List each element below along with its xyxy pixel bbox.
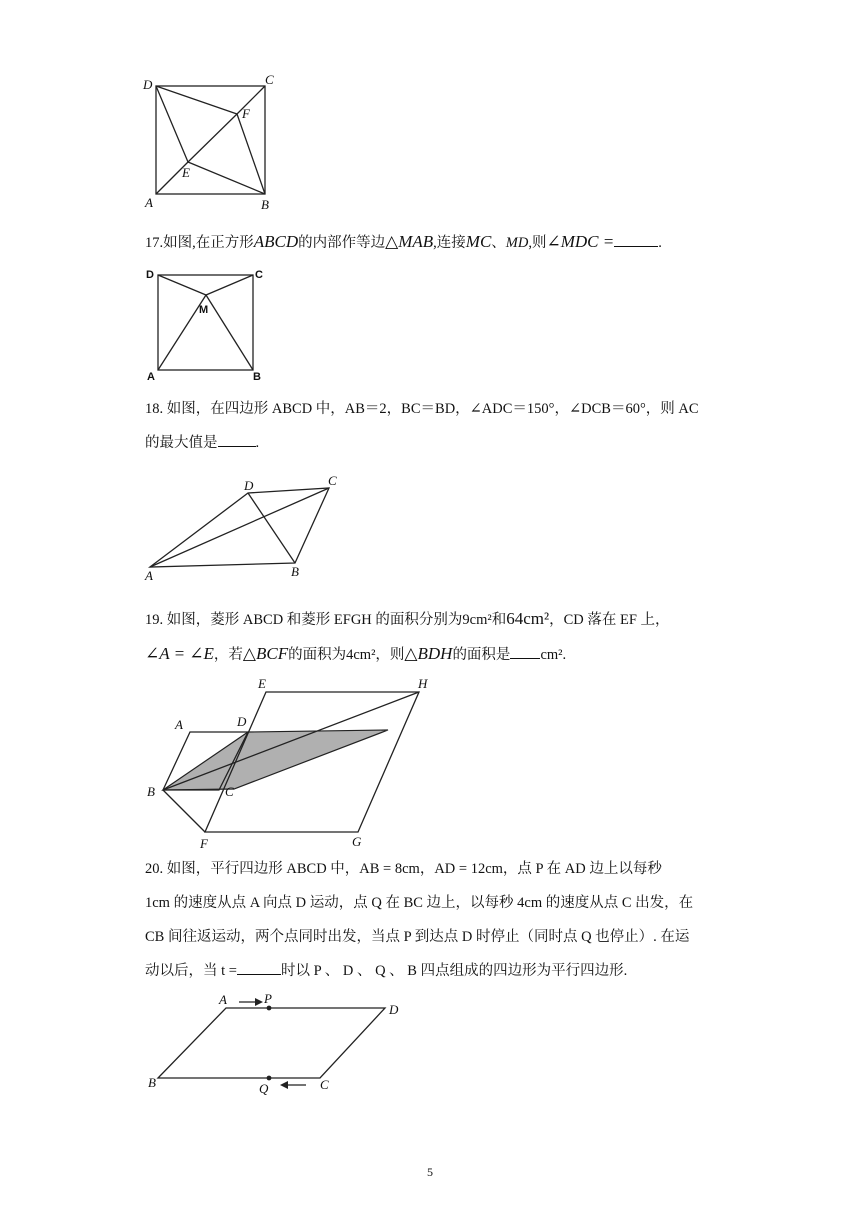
label-A: A <box>175 717 183 732</box>
label-B: B <box>261 197 269 212</box>
answer-blank[interactable] <box>237 960 281 975</box>
label-A: A <box>145 568 153 583</box>
label-D: D <box>389 1002 399 1017</box>
answer-blank[interactable] <box>510 644 540 659</box>
label-D: D <box>143 77 153 92</box>
figure-square-mab <box>140 262 270 387</box>
square-outline <box>158 275 253 370</box>
label-C: C <box>265 72 274 87</box>
point-Q <box>267 1076 272 1081</box>
problem-18: 18. 如图，在四边形 ABCD 中，AB＝2，BC＝BD，∠ADC＝150°，∠DCB＝60°，则 AC 的最大值是 . <box>145 401 699 451</box>
label-G: G <box>352 834 362 849</box>
figure-square-defe <box>140 70 280 215</box>
figure-rhombuses <box>140 672 440 852</box>
label-M: M <box>199 304 209 316</box>
label-F: F <box>200 836 208 851</box>
label-D: D <box>244 478 254 493</box>
parallelogram-outline <box>158 1008 385 1078</box>
point-P <box>267 1006 272 1011</box>
arrow-q-head <box>280 1081 288 1089</box>
answer-blank[interactable] <box>218 432 256 447</box>
label-A: A <box>219 992 227 1007</box>
problem-20: 20. 如图，平行四边形 ABCD 中，AB = 8cm，AD = 12cm，点 P 在 AD 边上以每秒 1cm 的速度从点 A 向点 D 运动，点 Q 在 BC 边上，以每秒 4cm 的速度从点 C 出发，在 CB 间往返运动，两个点同时出发，当点 P 到达点 D 时停止（同时点 Q 也停止）. 在运 动以后，当 t = 时以 P 、 D 、 Q 、 B 四点组成的四边形为平行四边形. <box>145 861 694 979</box>
label-F: F <box>242 106 250 121</box>
problem-number: 17. <box>145 235 164 251</box>
arrow-p-head <box>255 998 263 1006</box>
label-C: C <box>328 473 337 488</box>
label-B: B <box>147 784 155 799</box>
label-P: P <box>264 991 272 1006</box>
page-number: 5 <box>427 1165 433 1179</box>
label-B: B <box>253 371 261 383</box>
label-E: E <box>258 676 266 691</box>
label-C: C <box>320 1077 329 1092</box>
answer-blank[interactable] <box>614 232 658 247</box>
label-D: D <box>146 269 154 281</box>
label-A: A <box>145 195 153 210</box>
label-A: A <box>147 371 155 383</box>
label-H: H <box>418 676 428 691</box>
figure-quadrilateral-abcd <box>140 470 350 585</box>
label-D: D <box>237 714 247 729</box>
problem-number: 19. <box>145 612 164 628</box>
problem-number: 20. <box>145 861 164 877</box>
figure-parallelogram <box>140 990 420 1105</box>
problem-17: 17.如图,在正方形ABCD的内部作等边△MAB,连接MC、MD,则∠MDC = . <box>145 232 662 251</box>
problem-number: 18. <box>145 401 164 417</box>
label-Q: Q <box>259 1081 269 1096</box>
shaded-triangle-bdh <box>163 730 388 790</box>
label-B: B <box>291 564 299 579</box>
problem-19: 19. 如图，菱形 ABCD 和菱形 EFGH 的面积分别为9cm²和64cm²，CD 落在 EF 上， ∠A = ∠E，若△BCF的面积为4cm²，则△BDH的面积是 cm². <box>145 609 670 663</box>
label-B: B <box>148 1075 156 1090</box>
label-E: E <box>182 165 190 180</box>
label-C: C <box>225 784 234 799</box>
label-C: C <box>255 269 263 281</box>
